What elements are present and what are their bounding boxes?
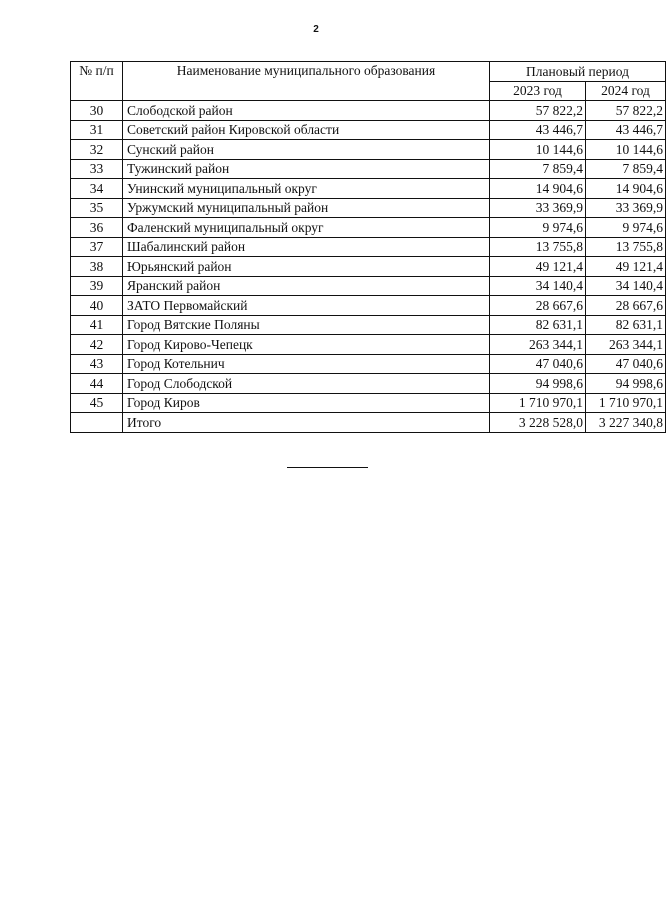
row-value-2024: 9 974,6 [586,218,666,238]
row-value-2023: 34 140,4 [490,276,586,296]
row-value-2024: 14 904,6 [586,179,666,199]
end-separator-line [287,467,368,468]
row-value-2023: 82 631,1 [490,315,586,335]
row-municipality-name: Город Котельнич [123,354,490,374]
row-value-2023: 1 710 970,1 [490,393,586,413]
row-municipality-name: Сунский район [123,140,490,160]
row-value-2024: 47 040,6 [586,354,666,374]
row-number: 38 [71,257,123,277]
row-value-2024: 94 998,6 [586,374,666,394]
table-row [71,159,666,179]
row-number: 37 [71,237,123,257]
row-value-2024: 33 369,9 [586,198,666,218]
row-number: 35 [71,198,123,218]
row-value-2023: 47 040,6 [490,354,586,374]
header-period: Плановый период [490,62,666,82]
row-number: 33 [71,159,123,179]
row-value-2023: 94 998,6 [490,374,586,394]
row-value-2023: 14 904,6 [490,179,586,199]
row-number: 30 [71,101,123,121]
row-value-2023: 9 974,6 [490,218,586,238]
row-value-2024: 13 755,8 [586,237,666,257]
row-value-2023: 57 822,2 [490,101,586,121]
row-municipality-name: Фаленский муниципальный округ [123,218,490,238]
row-number: 36 [71,218,123,238]
row-value-2023: 33 369,9 [490,198,586,218]
total-2023: 3 228 528,0 [490,413,586,433]
row-value-2024: 57 822,2 [586,101,666,121]
row-municipality-name: Яранский район [123,276,490,296]
row-number: 45 [71,393,123,413]
table-row [71,374,666,394]
row-value-2024: 263 344,1 [586,335,666,355]
row-number: 31 [71,120,123,140]
header-year-2023: 2023 год [490,81,586,101]
row-value-2024: 43 446,7 [586,120,666,140]
row-value-2024: 82 631,1 [586,315,666,335]
row-number: 32 [71,140,123,160]
table-row [71,237,666,257]
row-municipality-name: Город Слободской [123,374,490,394]
row-value-2024: 34 140,4 [586,276,666,296]
row-municipality-name: Юрьянский район [123,257,490,277]
row-municipality-name: Город Киров [123,393,490,413]
row-value-2024: 49 121,4 [586,257,666,277]
table-row [71,120,666,140]
row-value-2023: 28 667,6 [490,296,586,316]
row-value-2023: 7 859,4 [490,159,586,179]
page-number: 2 [313,24,319,35]
row-number: 41 [71,315,123,335]
total-number-cell [71,413,123,433]
row-number: 39 [71,276,123,296]
header-number: № п/п [71,62,123,101]
row-municipality-name: Тужинский район [123,159,490,179]
row-number: 43 [71,354,123,374]
row-number: 34 [71,179,123,199]
table-row [71,393,666,413]
total-2024: 3 227 340,8 [586,413,666,433]
row-number: 44 [71,374,123,394]
row-municipality-name: Уржумский муниципальный район [123,198,490,218]
table-body [71,101,666,413]
row-municipality-name: Слободской район [123,101,490,121]
row-municipality-name: Шабалинский район [123,237,490,257]
table-row [71,218,666,238]
row-value-2023: 13 755,8 [490,237,586,257]
table-row [71,296,666,316]
row-value-2024: 1 710 970,1 [586,393,666,413]
row-value-2023: 263 344,1 [490,335,586,355]
table-row [71,257,666,277]
table-row [71,276,666,296]
table-row [71,335,666,355]
row-municipality-name: Унинский муниципальный округ [123,179,490,199]
budget-table [70,61,666,433]
table-row [71,140,666,160]
row-municipality-name: ЗАТО Первомайский [123,296,490,316]
row-value-2024: 10 144,6 [586,140,666,160]
header-name: Наименование муниципального образования [123,62,490,101]
row-number: 42 [71,335,123,355]
row-value-2023: 10 144,6 [490,140,586,160]
table-row [71,354,666,374]
table-row [71,315,666,335]
row-municipality-name: Город Вятские Поляны [123,315,490,335]
total-label: Итого [123,413,490,433]
table-row [71,101,666,121]
row-value-2024: 28 667,6 [586,296,666,316]
total-row [71,413,666,433]
row-municipality-name: Город Кирово-Чепецк [123,335,490,355]
table-row [71,198,666,218]
row-value-2023: 49 121,4 [490,257,586,277]
row-value-2023: 43 446,7 [490,120,586,140]
row-municipality-name: Советский район Кировской области [123,120,490,140]
header-year-2024: 2024 год [586,81,666,101]
row-number: 40 [71,296,123,316]
row-value-2024: 7 859,4 [586,159,666,179]
table-row [71,179,666,199]
